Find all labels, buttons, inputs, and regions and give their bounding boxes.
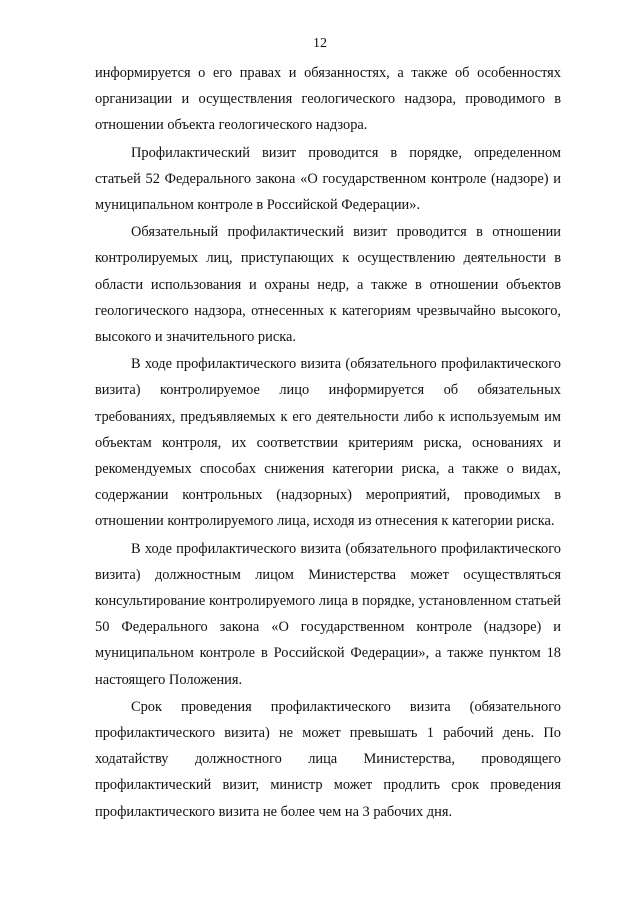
page-number: 12 — [313, 36, 327, 51]
document-body — [95, 60, 561, 826]
paragraph-visit-duration: Срок проведения профилактического визита (обязательного профилактического визита) не может превышать 1 рабочий день. По ходатайству должностного лица Министерства, проводящего профилактический визит, министр может продлить срок проведения профилактического визита не более чем на 3 рабочих дня. — [95, 698, 561, 820]
paragraph-preventive-visit-procedure: Профилактический визит проводится в порядке, определенном статьей 52 Федерального закона «О государственном контроле (надзоре) и муниципальном контроле в Российской Федерации». — [95, 144, 561, 214]
paragraph-visit-consultation: В ходе профилактического визита (обязательного профилактического визита) должностным лицом Министерства может осуществляться консультирование контролируемого лица в порядке, установленном статьей 50 Федерального закона «О государственном контроле (надзоре) и муниципальном контроле в Российской Федерации», а также пунктом 18 настоящего Положения. — [95, 540, 561, 688]
paragraph-mandatory-visit: Обязательный профилактический визит проводится в отношении контролируемых лиц, приступающих к осуществлению деятельности в области использования и охраны недр, а также в отношении объектов геологического надзора, отнесенных к категориям чрезвычайно высокого, высокого и значительного риска. — [95, 224, 561, 346]
paragraph-visit-information: В ходе профилактического визита (обязательного профилактического визита) контролируемое лицо информируется об обязательных требованиях, предъявляемых к его деятельности либо к используемым им объектам контроля, их соответствии критериям риска, основаниях и рекомендуемых способах снижения категории риска, а также о видах, содержании контрольных (надзорных) мероприятий, проводимых в отношении контролируемого лица, исходя из отнесения к категории риска. — [95, 356, 561, 530]
paragraph-continuation: информируется о его правах и обязанностях, а также об особенностях организации и осуществления геологического надзора, проводимого в отношении объекта геологического надзора. — [95, 65, 561, 134]
